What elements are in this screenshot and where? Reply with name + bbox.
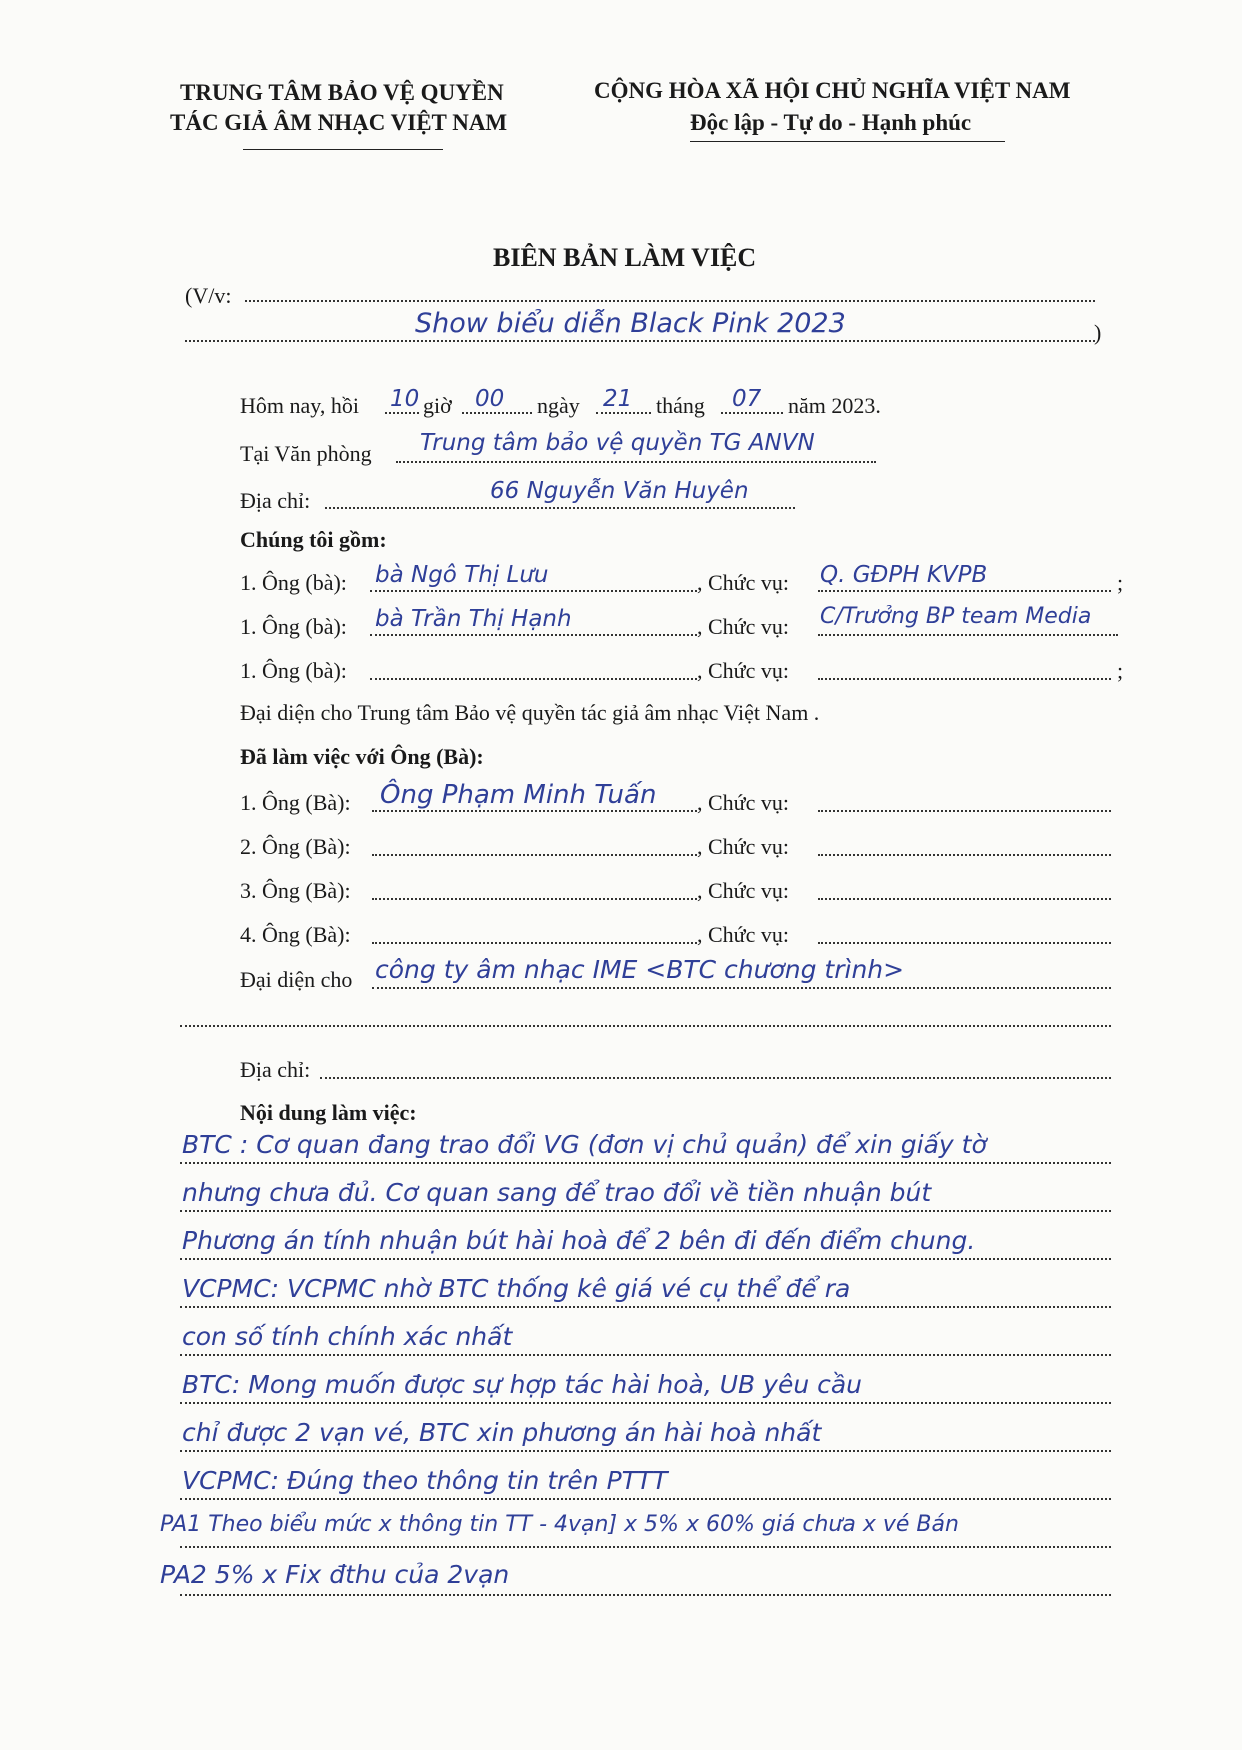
content-line-9: PA1 Theo biểu mức x thông tin TT - 4vạn] x 5% x 60% giá chưa x vé Bán (160, 1512, 959, 1537)
content-dotline-4 (180, 1306, 1111, 1308)
other-member-2-position-dotline (818, 854, 1111, 856)
nation-motto: Độc lập - Tự do - Hạnh phúc (690, 110, 972, 135)
our-member-3-end: ; (1117, 658, 1124, 683)
office-value: Trung tâm bảo vệ quyền TG ANVN (420, 430, 815, 456)
other-member-4-position-dotline (818, 942, 1111, 944)
meeting-hour: 10 (390, 386, 420, 412)
represent-dotline-2 (180, 1025, 1111, 1027)
our-member-1-end: ; (1117, 570, 1124, 595)
document-title: BIÊN BẢN LÀM VIỆC (493, 243, 757, 272)
our-member-3-label: 1. Ông (bà): (240, 658, 347, 683)
our-side-heading: Chúng tôi gồm: (240, 527, 387, 552)
year-label: năm 2023. (788, 393, 881, 418)
our-member-1-dotline (370, 590, 697, 592)
minute-dotline (462, 412, 532, 414)
other-member-3-label: 3. Ông (Bà): (240, 878, 351, 903)
other-member-3-position-dotline (818, 898, 1111, 900)
our-member-1-position: Q. GĐPH KVPB (820, 562, 988, 588)
motto-underline (690, 141, 1005, 142)
other-member-3-dotline (372, 898, 697, 900)
content-dotline-8 (180, 1498, 1111, 1500)
represent-label: Đại diện cho (240, 967, 353, 992)
other-member-1-label: 1. Ông (Bà): (240, 790, 351, 815)
meeting-day: 21 (603, 386, 633, 412)
other-member-4-label: 4. Ông (Bà): (240, 922, 351, 947)
subject-dotline-2 (185, 340, 1095, 342)
our-member-2-position-label: , Chức vụ: (697, 614, 789, 639)
content-dotline-9 (180, 1546, 1111, 1548)
content-dotline-5 (180, 1354, 1111, 1356)
other-member-1-name: Ông Phạm Minh Tuấn (380, 780, 657, 810)
other-member-2-label: 2. Ông (Bà): (240, 834, 351, 859)
content-line-8: VCPMC: Đúng theo thông tin trên PTTT (182, 1466, 668, 1495)
content-line-2: nhưng chưa đủ. Cơ quan sang để trao đổi về tiền nhuận bút (182, 1178, 932, 1207)
month-dotline (721, 412, 783, 414)
our-member-3-position-dotline (818, 678, 1111, 680)
subject-dotline-1 (245, 300, 1095, 302)
our-member-1-name: bà Ngô Thị Lưu (375, 562, 549, 588)
day-dotline (596, 412, 651, 414)
our-member-1-position-dotline (818, 590, 1111, 592)
subject-label: (V/v: (185, 283, 232, 308)
office-dotline (396, 461, 876, 463)
meeting-intro: Hôm nay, hồi (240, 393, 359, 418)
content-line-1: BTC : Cơ quan đang trao đổi VG (đơn vị chủ quản) để xin giấy tờ (182, 1130, 987, 1159)
address-dotline (325, 507, 795, 509)
content-dotline-7 (180, 1450, 1111, 1452)
content-dotline-1 (180, 1162, 1111, 1164)
office-label: Tại Văn phòng (240, 441, 372, 466)
other-side-heading: Đã làm việc với Ông (Bà): (240, 744, 484, 769)
our-member-2-dotline (370, 634, 697, 636)
other-member-4-position-label: , Chức vụ: (697, 922, 789, 947)
day-label: ngày (537, 393, 580, 418)
content-dotline-10 (180, 1594, 1111, 1596)
content-line-6: BTC: Mong muốn được sự hợp tác hài hoà, UB yêu cầu (182, 1370, 863, 1399)
represent-dotline (372, 987, 1111, 989)
hour-label: giờ (423, 393, 452, 418)
content-line-7: chỉ được 2 vạn vé, BTC xin phương án hài hoà nhất (182, 1418, 822, 1447)
our-member-2-name: bà Trần Thị Hạnh (375, 606, 572, 632)
org-underline (243, 149, 443, 150)
other-member-3-position-label: , Chức vụ: (697, 878, 789, 903)
subject-close: ) (1094, 320, 1102, 345)
address-value: 66 Nguyễn Văn Huyên (490, 478, 749, 504)
content-dotline-3 (180, 1258, 1111, 1260)
content-line-5: con số tính chính xác nhất (182, 1322, 513, 1351)
other-address-dotline (320, 1077, 1111, 1079)
our-member-1-label: 1. Ông (bà): (240, 570, 347, 595)
our-member-2-position: C/Trưởng BP team Media (820, 604, 1092, 629)
our-representing: Đại diện cho Trung tâm Bảo vệ quyền tác giả âm nhạc Việt Nam . (240, 700, 820, 725)
represent-value: công ty âm nhạc IME <BTC chương trình> (375, 955, 905, 984)
nation-title: CỘNG HÒA XÃ HỘI CHỦ NGHĨA VIỆT NAM (594, 78, 1071, 103)
our-member-1-position-label: , Chức vụ: (697, 570, 789, 595)
other-member-1-position-dotline (818, 810, 1111, 812)
other-member-2-position-label: , Chức vụ: (697, 834, 789, 859)
our-member-2-label: 1. Ông (bà): (240, 614, 347, 639)
org-name-line1: TRUNG TÂM BẢO VỆ QUYỀN (180, 80, 504, 105)
other-member-2-dotline (372, 854, 697, 856)
our-member-3-position-label: , Chức vụ: (697, 658, 789, 683)
org-name-line2: TÁC GIẢ ÂM NHẠC VIỆT NAM (170, 110, 508, 135)
hour-dotline (385, 412, 419, 414)
content-line-10: PA2 5% x Fix đthu của 2vạn (160, 1560, 510, 1589)
content-line-3: Phương án tính nhuận bút hài hoà để 2 bên đi đến điểm chung. (182, 1226, 976, 1255)
content-dotline-6 (180, 1402, 1111, 1404)
content-heading: Nội dung làm việc: (240, 1100, 417, 1125)
our-member-3-dotline (370, 678, 697, 680)
our-member-2-position-dotline (818, 634, 1118, 636)
month-label: tháng (656, 393, 705, 418)
other-member-1-dotline (372, 810, 697, 812)
address-label: Địa chỉ: (240, 488, 311, 513)
other-address-label: Địa chỉ: (240, 1057, 311, 1082)
meeting-month: 07 (732, 386, 762, 412)
meeting-minute: 00 (475, 386, 505, 412)
subject-value: Show biểu diễn Black Pink 2023 (415, 308, 846, 339)
other-member-4-dotline (372, 942, 697, 944)
content-dotline-2 (180, 1210, 1111, 1212)
other-member-1-position-label: , Chức vụ: (697, 790, 789, 815)
content-line-4: VCPMC: VCPMC nhờ BTC thống kê giá vé cụ thể để ra (182, 1274, 851, 1303)
